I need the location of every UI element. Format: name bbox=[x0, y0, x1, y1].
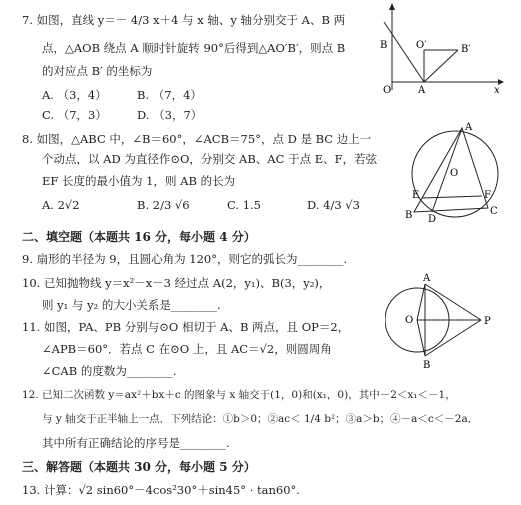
q8-figure bbox=[400, 118, 505, 223]
q12-line-1: 12. 已知二次函数 y＝ax²＋bx＋c 的图象与 x 轴交于(1，0)和(x₁，0)，其中－2＜x₁＜－1， bbox=[22, 389, 456, 401]
q7-option-b: B. （7，4） bbox=[137, 88, 202, 102]
q7-label-b1: B′ bbox=[461, 44, 471, 55]
q7-option-d: D. （3，7） bbox=[137, 108, 203, 122]
q11-label-p: P bbox=[484, 316, 491, 327]
q7-line-ab bbox=[384, 22, 424, 82]
q12-line-3: 其中所有正确结论的序号是________. bbox=[42, 436, 230, 450]
q11-tangent-pb bbox=[425, 320, 481, 356]
q7-line-1: 7. 如图，直线 y＝－ 4/3 x＋4 与 x 轴、y 轴分别交于 A、B 两 bbox=[22, 13, 346, 27]
q7-y-arrow bbox=[389, 3, 395, 10]
q8-line-1: 8. 如图，△ABC 中，∠B＝60°，∠ACB＝75°，点 D 是 BC 边上一 bbox=[22, 132, 372, 146]
q8-label-d: D bbox=[428, 214, 437, 223]
q8-label-c: C bbox=[490, 206, 498, 217]
q11-tangent-pa bbox=[425, 284, 481, 320]
q7-label-x: x bbox=[494, 85, 500, 96]
q8-line-2: 个动点，以 AD 为直径作⊙O，分别交 AB、AC 于点 E、F，若弦 bbox=[42, 152, 378, 166]
q8-option-c: C. 1.5 bbox=[227, 198, 261, 212]
q11-label-b: B bbox=[423, 360, 431, 371]
q7-label-o1: O′ bbox=[416, 40, 427, 51]
q8-option-a: A. 2√2 bbox=[42, 198, 80, 212]
q7-segment-ab1 bbox=[424, 50, 458, 82]
q8-label-o: O bbox=[450, 168, 459, 179]
q11-figure bbox=[385, 268, 510, 376]
q8-option-b: B. 2/3 √6 bbox=[137, 198, 190, 212]
q12-line-2: 与 y 轴交于正半轴上一点．下列结论：①b＞0；②ac＜ 1/4 b²；③a＞b；④－a＜c＜－2a． bbox=[42, 413, 479, 425]
q7-figure bbox=[370, 0, 505, 100]
q11-label-a: A bbox=[423, 273, 431, 284]
q10-line-2: 则 y₁ 与 y₂ 的大小关系是________. bbox=[42, 298, 221, 312]
q8-chord-ef bbox=[422, 196, 482, 198]
q7-line-2: 点，△AOB 绕点 A 顺时针旋转 90°后得到△AO′B′，则点 B bbox=[42, 41, 346, 55]
q7-line-3: 的对应点 B′ 的坐标为 bbox=[42, 64, 153, 78]
q8-label-f: F bbox=[484, 190, 491, 201]
q11-radius-ob bbox=[417, 320, 425, 356]
q13-text: 13. 计算：√2 sin60°－4cos²30°＋sin45° · tan60°. bbox=[22, 483, 300, 497]
q8-label-a: A bbox=[465, 122, 473, 133]
q7-label-b: B bbox=[380, 40, 388, 51]
q7-option-c: C. （7，3） bbox=[42, 108, 107, 122]
q11-radius-oa bbox=[417, 284, 425, 320]
q11-label-o: O bbox=[405, 315, 414, 326]
q8-label-b: B bbox=[405, 210, 413, 221]
q9-text: 9. 扇形的半径为 9，且圆心角为 120°，则它的弧长为________. bbox=[22, 252, 348, 266]
section-2-heading: 二、填空题（本题共 16 分，每小题 4 分） bbox=[22, 230, 256, 244]
q8-line-3: EF 长度的最小值为 1，则 AB 的长为 bbox=[42, 174, 236, 188]
q8-option-d: D. 4/3 √3 bbox=[307, 198, 360, 212]
q11-line-3: ∠CAB 的度数为________. bbox=[42, 364, 177, 378]
q11-line-1: 11. 如图，PA、PB 分别与⊙O 相切于 A、B 两点，且 OP＝2， bbox=[22, 320, 350, 334]
q10-line-1: 10. 已知抛物线 y＝x²－x－3 经过点 A(2，y₁)、B(3，y₂)， bbox=[22, 276, 331, 290]
section-3-heading: 三、解答题（本题共 30 分，每小题 5 分） bbox=[22, 460, 256, 474]
q7-option-a: A. （3，4） bbox=[42, 88, 107, 102]
q11-line-2: ∠APB＝60°．若点 C 在⊙O 上，且 AC＝√2，则圆周角 bbox=[42, 342, 332, 356]
q8-label-e: E bbox=[412, 190, 420, 201]
q7-label-o: O bbox=[383, 85, 392, 96]
q7-label-a: A bbox=[418, 85, 426, 96]
